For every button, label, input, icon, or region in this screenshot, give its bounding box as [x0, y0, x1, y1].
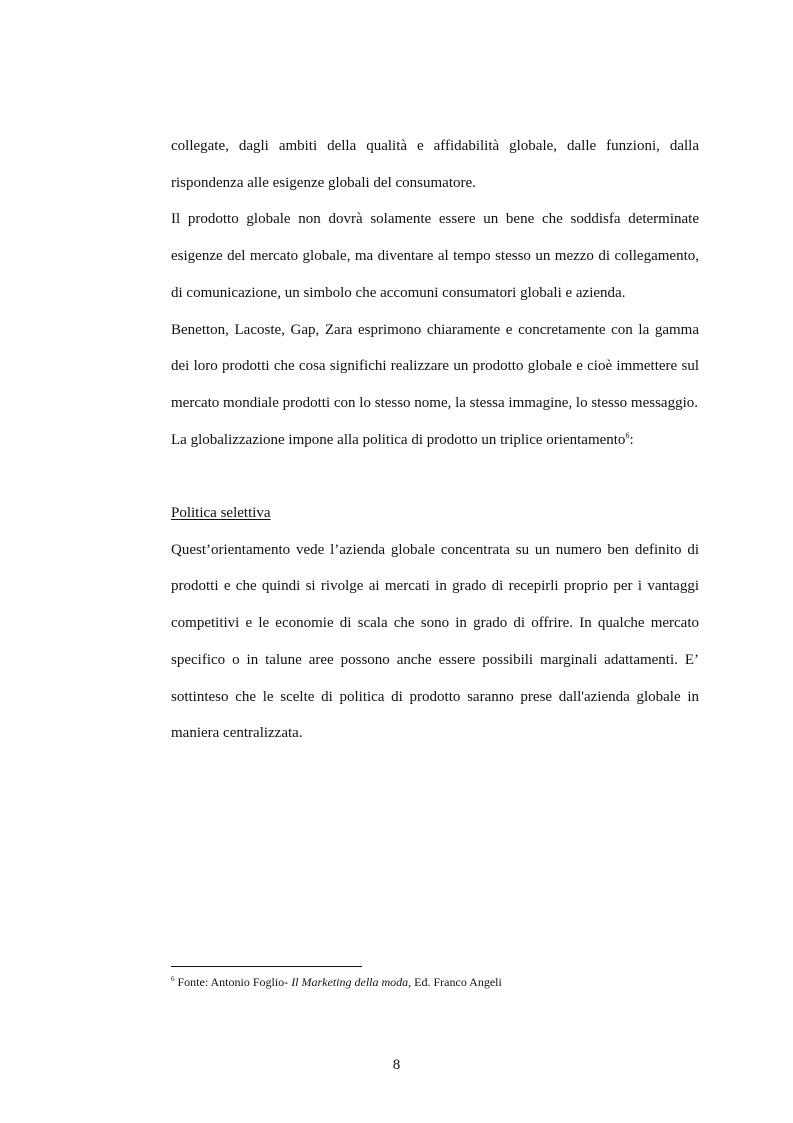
- paragraph-4-end: :: [629, 431, 634, 448]
- footnote-prefix: Fonte: Antonio Foglio-: [174, 975, 292, 989]
- section-heading: Politica selettiva: [171, 505, 271, 522]
- footnote-suffix: , Ed. Franco Angeli: [408, 975, 502, 989]
- footnote-reference[interactable]: 6: [625, 430, 630, 440]
- footnote-number: 6: [171, 975, 175, 983]
- page-body: [171, 128, 699, 752]
- footnote-book-title: Il Marketing della moda: [291, 975, 409, 989]
- paragraph-1: collegate, dagli ambiti della qualità e affidabilità globale, dalle funzioni, dalla rispondenza alle esigenze globali del consumatore.: [171, 138, 699, 191]
- paragraph-3: Benetton, Lacoste, Gap, Zara esprimono chiaramente e concretamente con la gamma dei loro prodotti che cosa significhi realizzare un prodotto globale e cioè immettere sul mercato mondiale prodotti con lo stesso nome, la stessa immagine, lo stesso messaggio.: [171, 321, 699, 411]
- paragraph-2: Il prodotto globale non dovrà solamente essere un bene che soddisfa determinate esigenze del mercato globale, ma diventare al tempo stesso un mezzo di collegamento, di comunicazione, un simbolo che accomuni consumatori globali e azienda.: [171, 211, 699, 301]
- paragraph-4-text: La globalizzazione impone alla politica di prodotto un triplice orientamento: [171, 431, 626, 448]
- footnote-divider: [171, 966, 362, 967]
- paragraph-4: [171, 422, 699, 459]
- paragraph-5: Quest’orientamento vede l’azienda globale concentrata su un numero ben definito di prodotti e che quindi si rivolge ai mercati in grado di recepirli proprio per i vantaggi competitivi e le economie di scala che sono in grado di offrire. In qualche mercato specifico o in talune aree possono anche essere possibili marginali adattamenti. E’ sottinteso che le scelte di politica di prodotto saranno prese dall'azienda globale in maniera centralizzata.: [171, 541, 699, 742]
- footnote: [171, 974, 699, 990]
- section-spacer: [171, 458, 699, 495]
- page-number: 8: [392, 1057, 401, 1073]
